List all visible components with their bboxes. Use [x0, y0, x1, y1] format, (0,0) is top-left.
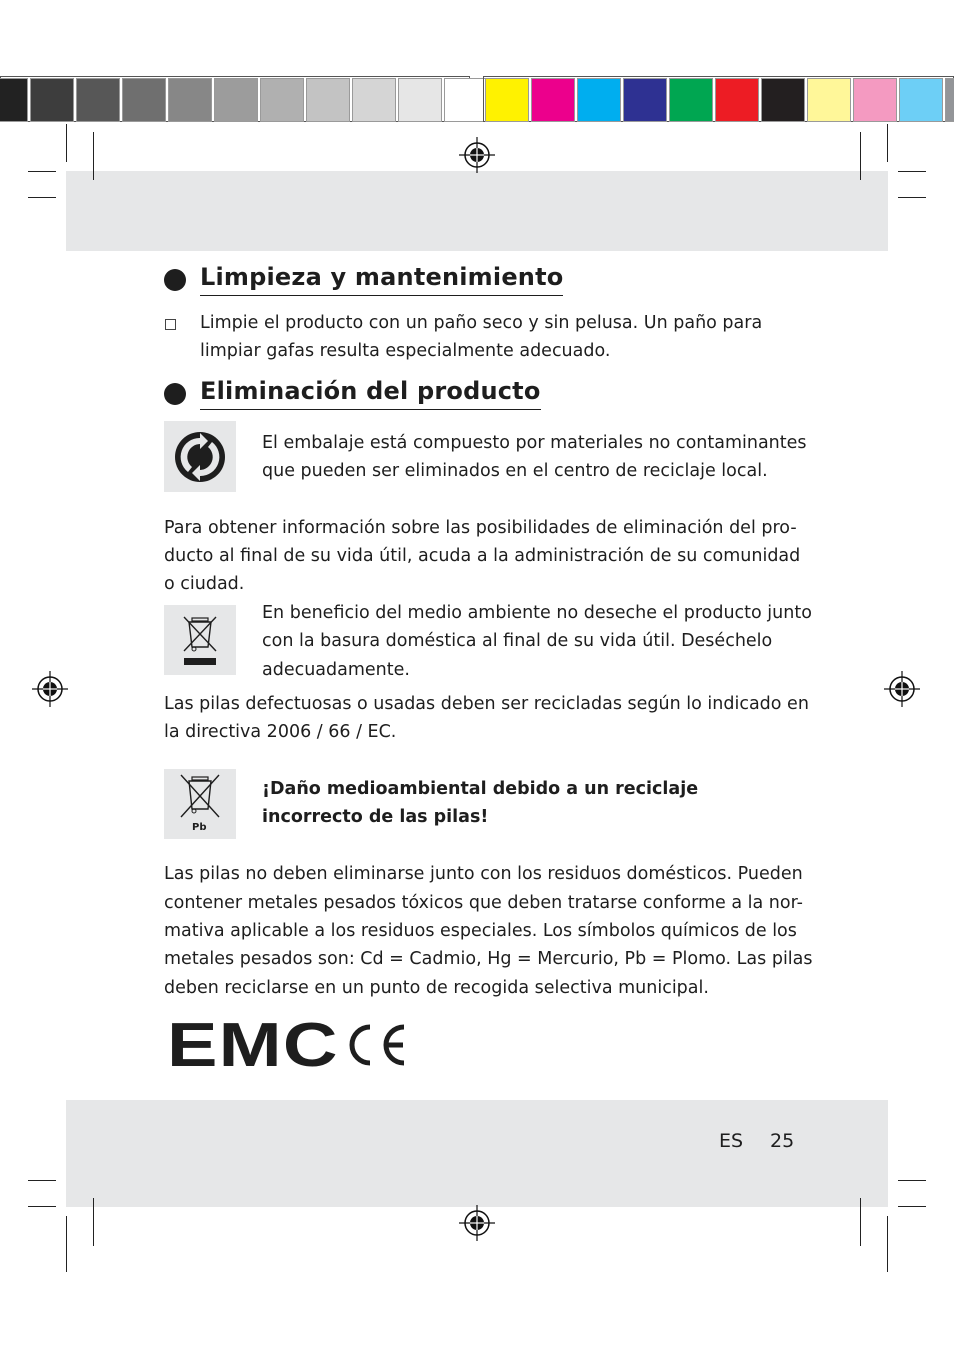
crop-mark — [898, 197, 926, 198]
info-text-line: o ciudad. — [164, 574, 245, 594]
pb-label: Pb — [192, 822, 207, 833]
ce-mark-icon — [341, 1022, 407, 1068]
green-dot-recycling-icon — [164, 421, 236, 492]
crop-mark — [887, 124, 888, 162]
crop-mark — [898, 1206, 926, 1207]
section-heading-disposal — [164, 377, 541, 410]
crop-mark — [28, 171, 56, 172]
registration-mark-icon — [459, 1205, 495, 1241]
color-swatch — [168, 78, 212, 122]
weee-text-line: En beneficio del medio ambiente no deseche el producto junto — [262, 603, 812, 623]
crop-mark — [28, 197, 56, 198]
color-swatch — [531, 78, 575, 122]
color-swatch — [30, 78, 74, 122]
warning-text-line: incorrecto de las pilas! — [262, 807, 489, 827]
batteries-text-line: la directiva 2006 / 66 / EC. — [164, 722, 397, 742]
color-swatch — [485, 78, 529, 122]
heavy-metals-text-line: Las pilas no deben eliminarse junto con los residuos domésticos. Pueden — [164, 864, 803, 884]
gray-color-bar — [0, 78, 490, 122]
crop-mark — [860, 1198, 861, 1246]
section-title: Eliminación del producto — [200, 377, 541, 410]
heavy-metals-text-line: deben reciclarse en un punto de recogida selectiva municipal. — [164, 978, 709, 998]
heavy-metals-text-line: metales pesados son: Cd = Cadmio, Hg = Mercurio, Pb = Plomo. Las pilas — [164, 949, 813, 969]
packaging-text-line: que pueden ser eliminados en el centro de reciclaje local. — [262, 461, 768, 481]
color-swatch — [669, 78, 713, 122]
battery-pb-icon-box — [164, 769, 236, 839]
color-swatch — [807, 78, 851, 122]
color-swatch — [623, 78, 667, 122]
crop-mark — [898, 171, 926, 172]
crop-mark — [66, 1216, 67, 1272]
heavy-metals-text-line: contener metales pesados tóxicos que deben tratarse conforme a la nor- — [164, 893, 803, 913]
heavy-metals-text-line: mativa aplicable a los residuos especiales. Los símbolos químicos de los — [164, 921, 797, 941]
registration-mark-icon — [459, 137, 495, 173]
color-swatch — [260, 78, 304, 122]
crop-mark — [93, 1198, 94, 1246]
bullet-icon — [164, 269, 186, 291]
color-swatch — [853, 78, 897, 122]
crop-mark — [66, 124, 67, 162]
batteries-text-line: Las pilas defectuosas o usadas deben ser recicladas según lo indicado en — [164, 694, 809, 714]
color-swatch — [122, 78, 166, 122]
section-heading-cleaning — [164, 263, 563, 296]
warning-text-line: ¡Daño medioambiental debido a un reciclaje — [262, 779, 699, 799]
crop-mark — [898, 1180, 926, 1181]
weee-text-line: con la basura doméstica al final de su vida útil. Deséchelo — [262, 631, 773, 651]
green-dot-icon-box — [164, 421, 236, 492]
registration-mark-icon — [884, 671, 920, 707]
crop-mark — [28, 1206, 56, 1207]
emc-mark: EMC — [167, 1011, 339, 1080]
cleaning-text-line: Limpie el producto con un paño seco y sin pelusa. Un paño para — [200, 313, 763, 333]
cleaning-text-line: limpiar gafas resulta especialmente adecuado. — [200, 341, 611, 361]
weee-text-line: adecuadamente. — [262, 660, 410, 680]
color-swatch — [761, 78, 805, 122]
color-swatch — [0, 78, 28, 122]
info-text-line: Para obtener información sobre las posibilidades de eliminación del pro- — [164, 518, 797, 538]
bullet-icon — [164, 383, 186, 405]
crossed-out-bin-icon — [164, 605, 236, 675]
page-number: 25 — [770, 1130, 795, 1152]
color-swatch — [214, 78, 258, 122]
color-swatch — [899, 78, 943, 122]
color-swatch — [398, 78, 442, 122]
crop-mark — [887, 1216, 888, 1272]
packaging-text-line: El embalaje está compuesto por materiales no contaminantes — [262, 433, 807, 453]
color-swatch — [444, 78, 488, 122]
header-band — [66, 171, 888, 251]
crop-mark — [28, 1180, 56, 1181]
color-swatch — [945, 78, 954, 122]
section-title: Limpieza y mantenimiento — [200, 263, 563, 296]
crop-mark — [93, 132, 94, 180]
color-swatch — [352, 78, 396, 122]
color-swatch — [306, 78, 350, 122]
footer-band — [66, 1100, 888, 1207]
registration-mark-icon — [32, 671, 68, 707]
color-swatch — [76, 78, 120, 122]
color-swatch — [577, 78, 621, 122]
color-swatch — [715, 78, 759, 122]
footer-language: ES — [719, 1130, 744, 1152]
list-checkbox-icon — [165, 319, 176, 330]
process-color-bar — [485, 78, 954, 122]
weee-icon-box — [164, 605, 236, 675]
crop-mark — [860, 132, 861, 180]
info-text-line: ducto al final de su vida útil, acuda a la administración de su comunidad — [164, 546, 801, 566]
